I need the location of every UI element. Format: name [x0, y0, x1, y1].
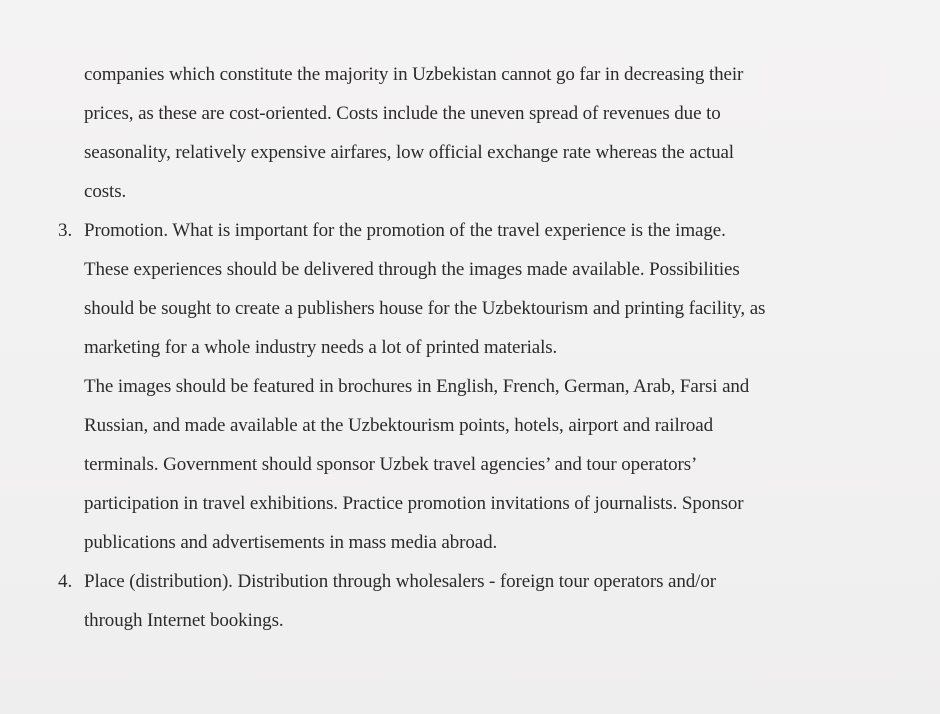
- list-item-line: through Internet bookings.: [84, 610, 284, 631]
- list-item-number: 4.: [58, 571, 73, 592]
- list-item-line: Russian, and made available at the Uzbektourism points, hotels, airport and railroad: [84, 415, 713, 436]
- list-item-line: participation in travel exhibitions. Practice promotion invitations of journalists. Sponsor: [84, 493, 744, 514]
- paragraph-line: prices, as these are cost-oriented. Costs include the uneven spread of revenues due to: [84, 103, 721, 124]
- list-item-line: publications and advertisements in mass media abroad.: [84, 532, 498, 553]
- list-item-line: terminals. Government should sponsor Uzbek travel agencies’ and tour operators’: [84, 454, 698, 475]
- list-item-line: Promotion. What is important for the promotion of the travel experience is the image.: [84, 220, 726, 241]
- list-item-line: These experiences should be delivered through the images made available. Possibilities: [84, 259, 740, 280]
- paragraph-line: companies which constitute the majority in Uzbekistan cannot go far in decreasing their: [84, 64, 744, 85]
- paragraph-line: costs.: [84, 181, 127, 202]
- list-item-line: should be sought to create a publishers house for the Uzbektourism and printing facility, as: [84, 298, 766, 319]
- paragraph-line: seasonality, relatively expensive airfares, low official exchange rate whereas the actual: [84, 142, 734, 163]
- list-item-line: Place (distribution). Distribution through wholesalers - foreign tour operators and/or: [84, 571, 716, 592]
- list-item-line: The images should be featured in brochures in English, French, German, Arab, Farsi and: [84, 376, 750, 397]
- list-item-number: 3.: [58, 220, 73, 241]
- list-item-line: marketing for a whole industry needs a lot of printed materials.: [84, 337, 558, 358]
